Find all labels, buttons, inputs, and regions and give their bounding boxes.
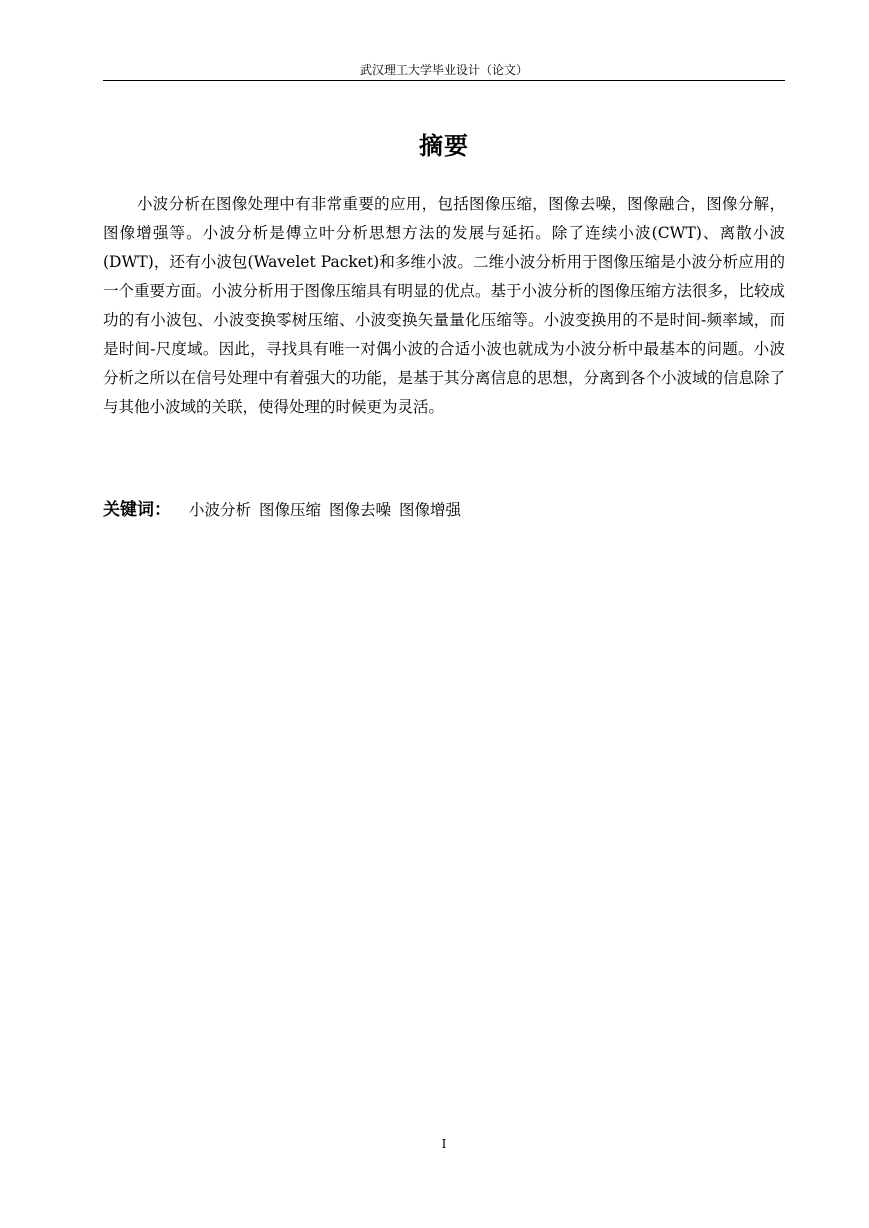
keyword-term: 图像增强 [399,501,462,519]
header-divider [103,80,785,81]
keyword-term: 图像去噪 [329,501,392,519]
keywords-line [103,496,785,524]
abstract-paragraph: 小波分析在图像处理中有非常重要的应用，包括图像压缩，图像去噪，图像融合，图像分解，图像增强等。小波分析是傅立叶分析思想方法的发展与延拓。除了连续小波(CWT)、离散小波(DWT)，还有小波包(Wavelet Packet)和多维小波。二维小波分析用于图像压缩是小波分析应用的一个重要方面。小波分析用于图像压缩具有明显的优点。基于小波分析的图像压缩方法很多，比较成功的有小波包、小波变换零树压缩、小波变换矢量量化压缩等。小波变换用的不是时间-频率域，而是时间-尺度域。因此，寻找具有唯一对偶小波的合适小波也就成为小波分析中最基本的问题。小波分析之所以在信号处理中有着强大的功能，是基于其分离信息的思想，分离到各个小波域的信息除了与其他小波域的关联，使得处理的时候更为灵活。 [103,195,786,416]
page-title: 摘要 [419,132,469,160]
page-number: I [441,1137,447,1151]
keyword-term: 小波分析 [189,501,252,519]
keyword-term: 图像压缩 [259,501,322,519]
page-header: 武汉理工大学毕业设计（论文） [359,63,528,77]
keywords-label: 关键词： [103,500,171,520]
